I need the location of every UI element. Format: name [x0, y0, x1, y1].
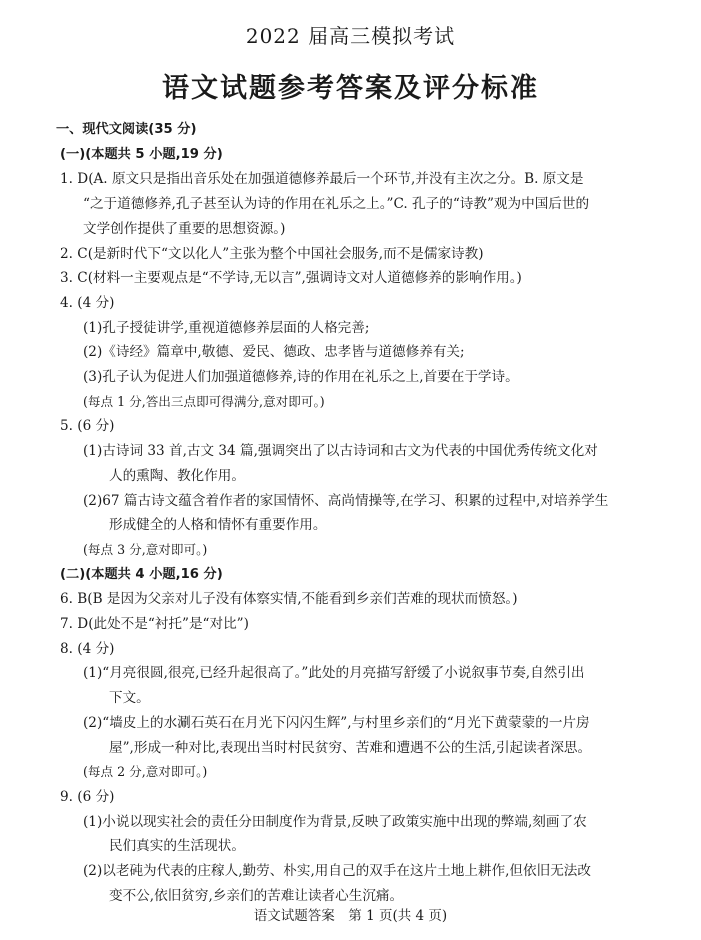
question-head: 8. (4 分) [60, 640, 115, 657]
answer-q9 [60, 785, 685, 909]
answer-point-continued: 下文。 [109, 690, 150, 707]
answer-point: (1)小说以现实社会的责任分田制度作为背景,反映了政策实施中出现的弊端,刻画了农 [83, 813, 587, 830]
part-heading: (一)(本题共 5 小题,19 分) [60, 146, 223, 162]
answer-line: 1. D(A. 原文只是指出音乐处在加强道德修养最后一个环节,并没有主次之分。B. 原文是 [60, 171, 584, 188]
question-head: 4. (4 分) [60, 294, 115, 311]
answer-point-continued: 形成健全的人格和情怀有重要作用。 [109, 517, 327, 534]
answer-point: (2)“墙皮上的水涮石英石在月光下闪闪生辉”,与村里乡亲们的“月光下黄蒙蒙的一片房 [83, 714, 590, 731]
answer-point: (2)以老砘为代表的庄稼人,勤劳、朴实,用自己的双手在这片土地上耕作,但依旧无法改 [83, 863, 591, 880]
answer-point: (1)孔子授徒讲学,重视道德修养层面的人格完善; [83, 319, 370, 336]
part-heading: (二)(本题共 4 小题,16 分) [60, 566, 223, 582]
question-head: 5. (6 分) [60, 418, 115, 435]
answer-point: (3)孔子认为促进人们加强道德修养,诗的作用在礼乐之上,首要在于学诗。 [83, 369, 519, 386]
answer-point: (2)67 篇古诗文蕴含着作者的家国情怀、高尚情操等,在学习、积累的过程中,对培养学生 [83, 492, 609, 509]
page-footer: 语文试题答案 第 1 页(共 4 页) [253, 908, 448, 924]
answer-point: (1)古诗词 33 首,古文 34 篇,强调突出了以古诗词和古文为代表的中国优秀传统文化对 [83, 443, 598, 460]
document-title: 语文试题参考答案及评分标准 [162, 73, 539, 104]
answer-q8 [60, 637, 685, 785]
scoring-note: (每点 3 分,意对即可。) [83, 541, 208, 557]
answer-q2: 2. C(是新时代下“文以化人”主张为整个中国社会服务,而不是儒家诗教) [60, 245, 484, 262]
answer-q6: 6. B(B 是因为父亲对儿子没有体察实情,不能看到乡亲们苦难的现状而愤怒。) [60, 591, 518, 608]
section-heading: 一、现代文阅读(35 分) [56, 122, 197, 137]
answer-line: 文学创作提供了重要的思想资源。) [83, 220, 286, 237]
answer-point-continued: 变不公,依旧贫穷,乡亲们的苦难让读者心生沉痛。 [109, 887, 404, 904]
answer-content [56, 118, 685, 909]
answer-q1 [60, 167, 685, 241]
answer-q3: 3. C(材料一主要观点是“不学诗,无以言”,强调诗文对人道德修养的影响作用。) [60, 270, 522, 287]
answer-line: “之于道德修养,孔子甚至认为诗的作用在礼乐之上。”C. 孔子的“诗教”观为中国后世的 [83, 196, 590, 213]
answer-q4 [60, 291, 685, 415]
question-head: 9. (6 分) [60, 788, 115, 805]
answer-q5 [60, 414, 685, 562]
answer-q7: 7. D(此处不是“衬托”是“对比”) [60, 616, 249, 633]
answer-point: (2)《诗经》篇章中,敬德、爱民、德政、忠孝皆与道德修养有关; [83, 344, 465, 361]
answer-point-continued: 人的熏陶、教化作用。 [109, 467, 245, 484]
answer-point: (1)“月亮很圆,很亮,已经升起很高了。”此处的月亮描写舒缓了小说叙事节奏,自然引出 [83, 665, 585, 682]
scoring-note: (每点 1 分,答出三点即可得满分,意对即可。) [83, 393, 325, 409]
answer-point-continued: 屋”,形成一种对比,表现出当时村民贫穷、苦难和遭遇不公的生活,引起读者深思。 [109, 739, 592, 756]
answer-point-continued: 民们真实的生活现状。 [109, 838, 245, 855]
exam-title: 2022 届高三模拟考试 [245, 24, 456, 48]
scoring-note: (每点 2 分,意对即可。) [83, 764, 208, 780]
